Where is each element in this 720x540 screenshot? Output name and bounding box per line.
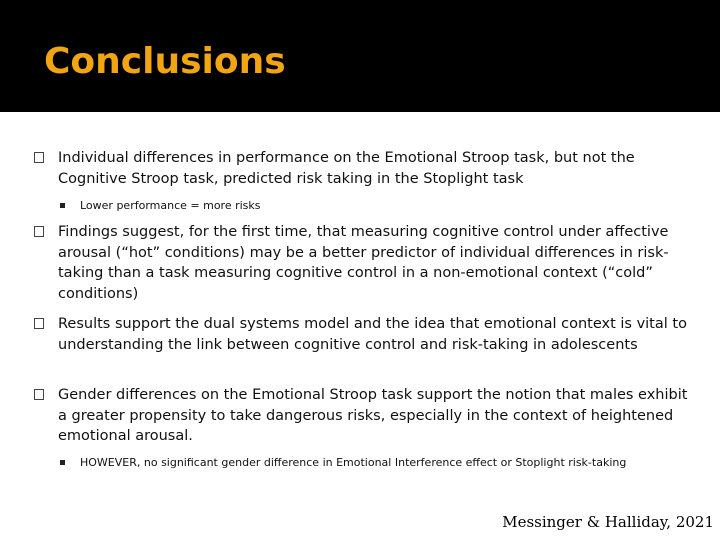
bullet-item-4 bbox=[58, 385, 688, 447]
sub-bullet-text: Lower performance = more risks bbox=[80, 199, 261, 212]
bullet-text: Results support the dual systems model and the idea that emotional context is vital to understanding the link between cognitive control and risk-taking in adolescents bbox=[58, 316, 687, 353]
slide-title: Conclusions bbox=[44, 41, 286, 82]
sub-bullet-square-icon bbox=[60, 203, 65, 208]
bullet-square-icon bbox=[34, 389, 44, 400]
bullet-text: Findings suggest, for the first time, that measuring cognitive control under affective arousal (“hot” conditions) may be a better predictor of individual differences in risk-taking than a task measuring cognitive control in a non-emotional context (“cold” conditions) bbox=[58, 224, 669, 302]
citation: Messinger & Halliday, 2021 bbox=[502, 513, 714, 531]
bullet-item-1 bbox=[58, 148, 688, 189]
title-band bbox=[0, 0, 720, 112]
sub-bullet-square-icon bbox=[60, 460, 65, 465]
sub-bullet-item-1 bbox=[80, 198, 680, 214]
bullet-square-icon bbox=[34, 152, 44, 163]
bullet-item-3 bbox=[58, 314, 688, 355]
bullet-text: Gender differences on the Emotional Stroop task support the notion that males exhibit a greater propensity to take dangerous risks, especially in the context of heightened emotional arousal. bbox=[58, 387, 688, 444]
bullet-text: Individual differences in performance on the Emotional Stroop task, but not the Cognitive Stroop task, predicted risk taking in the Stoplight task bbox=[58, 150, 635, 187]
bullet-square-icon bbox=[34, 226, 44, 237]
bullet-square-icon bbox=[34, 318, 44, 329]
sub-bullet-text: HOWEVER, no significant gender difference in Emotional Interference effect or Stoplight risk-taking bbox=[80, 456, 627, 469]
bullet-item-2 bbox=[58, 222, 688, 304]
sub-bullet-item-4 bbox=[80, 455, 680, 471]
